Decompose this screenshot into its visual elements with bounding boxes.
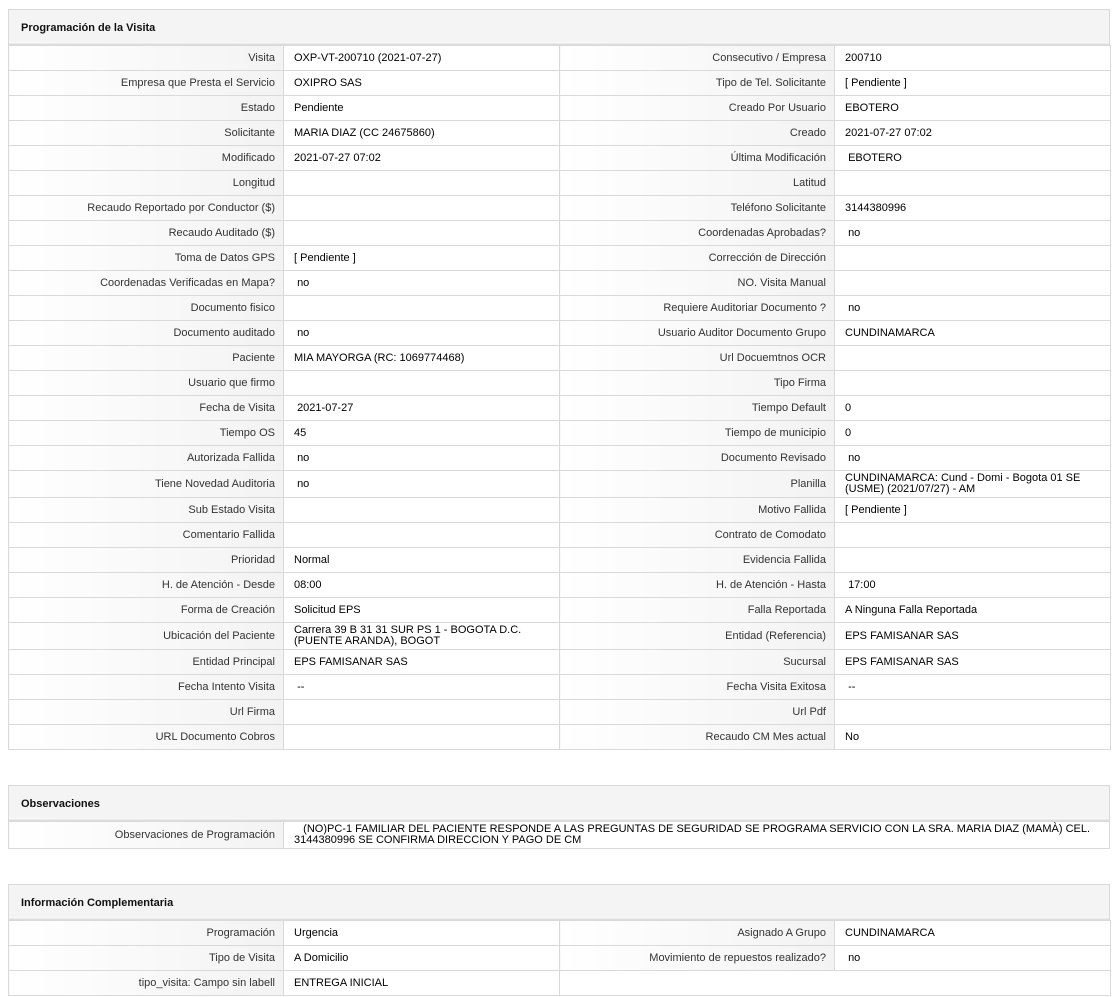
field-label: tipo_visita: Campo sin labell [9,971,284,996]
field-label: Modificado [9,146,284,171]
field-label: Creado Por Usuario [560,96,835,121]
field-label: Empresa que Presta el Servicio [9,71,284,96]
field-value [835,371,1111,396]
field-value [284,196,560,221]
field-label: Evidencia Fallida [560,548,835,573]
observaciones-value: (NO)PC-1 FAMILIAR DEL PACIENTE RESPONDE A LAS PREGUNTAS DE SEGURIDAD SE PROGRAMA SERVICIO CON LA SRA. MARIA DIAZ (MAMÀ) CEL. 3144380996 SE CONFIRMA DIRECCION Y PAGO DE CM [284,822,1110,849]
field-value: [ Pendiente ] [284,246,560,271]
field-value: no [284,321,560,346]
field-label: Corrección de Dirección [560,246,835,271]
field-value [284,523,560,548]
field-value: MARIA DIAZ (CC 24675860) [284,121,560,146]
field-value: no [284,446,560,471]
field-label: Última Modificación [560,146,835,171]
field-label: Requiere Auditoriar Documento ? [560,296,835,321]
field-label: Documento fisico [9,296,284,321]
field-label: Consecutivo / Empresa [560,46,835,71]
field-label: Toma de Datos GPS [9,246,284,271]
observaciones-title: Observaciones [21,798,100,810]
programacion-header [8,9,1110,45]
table-row [9,246,1111,271]
empty-cell [560,971,1111,996]
field-label: Tiempo OS [9,421,284,446]
table-row [9,675,1111,700]
field-value: 45 [284,421,560,446]
field-value: 17:00 [835,573,1111,598]
field-value: 2021-07-27 [284,396,560,421]
field-value [835,700,1111,725]
field-label: Planilla [560,471,835,498]
field-value [835,346,1111,371]
field-label: Coordenadas Verificadas en Mapa? [9,271,284,296]
programacion-section [8,9,1110,750]
field-value [284,171,560,196]
field-label: H. de Atención - Desde [9,573,284,598]
field-value: EBOTERO [835,96,1111,121]
field-value [835,523,1111,548]
field-value: A Ninguna Falla Reportada [835,598,1111,623]
observaciones-table [8,821,1110,849]
complementaria-table [8,920,1111,996]
table-row [9,271,1111,296]
table-row [9,346,1111,371]
field-value [284,498,560,523]
field-value: MIA MAYORGA (RC: 1069774468) [284,346,560,371]
table-row [9,573,1111,598]
field-value: Solicitud EPS [284,598,560,623]
table-row [9,725,1111,750]
field-value: no [835,946,1111,971]
table-row [9,371,1111,396]
table-row [9,471,1111,498]
field-value: no [284,271,560,296]
field-value: OXIPRO SAS [284,71,560,96]
field-label: Url Docuemtnos OCR [560,346,835,371]
field-value: EBOTERO [835,146,1111,171]
table-row [9,650,1111,675]
table-row [9,46,1111,71]
field-value: A Domicilio [284,946,560,971]
field-value: ENTREGA INICIAL [284,971,560,996]
field-label: Latitud [560,171,835,196]
field-label: Recaudo Auditado ($) [9,221,284,246]
table-row [9,196,1111,221]
table-row [9,822,1110,849]
field-value: 0 [835,396,1111,421]
field-label: Programación [9,921,284,946]
table-row [9,446,1111,471]
field-label: Url Pdf [560,700,835,725]
field-label: Prioridad [9,548,284,573]
table-row [9,296,1111,321]
field-label: Tiene Novedad Auditoria [9,471,284,498]
observaciones-label: Observaciones de Programación [9,822,284,849]
field-label: Entidad Principal [9,650,284,675]
field-value: CUNDINAMARCA [835,921,1111,946]
table-row [9,421,1111,446]
field-value: Urgencia [284,921,560,946]
field-value [284,700,560,725]
field-label: Comentario Fallida [9,523,284,548]
field-label: Fecha Visita Exitosa [560,675,835,700]
field-label: Entidad (Referencia) [560,623,835,650]
field-label: Creado [560,121,835,146]
field-value: 0 [835,421,1111,446]
field-value: 2021-07-27 07:02 [284,146,560,171]
field-value: 08:00 [284,573,560,598]
field-value: EPS FAMISANAR SAS [835,623,1111,650]
field-value: EPS FAMISANAR SAS [284,650,560,675]
field-label: Sucursal [560,650,835,675]
field-value: no [835,221,1111,246]
field-label: Usuario que firmo [9,371,284,396]
field-value [835,246,1111,271]
field-value: no [835,296,1111,321]
field-label: Fecha de Visita [9,396,284,421]
field-label: Tipo Firma [560,371,835,396]
field-value [835,548,1111,573]
field-label: Fecha Intento Visita [9,675,284,700]
table-row [9,171,1111,196]
field-label: Tipo de Visita [9,946,284,971]
field-value [284,371,560,396]
field-value: 200710 [835,46,1111,71]
observaciones-header [8,785,1110,821]
field-label: Documento Revisado [560,446,835,471]
table-row [9,523,1111,548]
table-row [9,598,1111,623]
complementaria-header [8,884,1110,920]
field-label: Teléfono Solicitante [560,196,835,221]
table-row [9,146,1111,171]
field-label: Recaudo CM Mes actual [560,725,835,750]
table-row [9,121,1111,146]
field-label: Url Firma [9,700,284,725]
table-row [9,396,1111,421]
table-row [9,96,1111,121]
table-row [9,71,1111,96]
field-value: OXP-VT-200710 (2021-07-27) [284,46,560,71]
table-row [9,498,1111,523]
field-label: Estado [9,96,284,121]
table-row [9,921,1111,946]
field-label: Visita [9,46,284,71]
field-label: Tiempo de municipio [560,421,835,446]
field-value: Carrera 39 B 31 31 SUR PS 1 - BOGOTA D.C. (PUENTE ARANDA), BOGOT [284,623,560,650]
field-value [284,725,560,750]
field-label: Usuario Auditor Documento Grupo [560,321,835,346]
table-row [9,700,1111,725]
field-label: Contrato de Comodato [560,523,835,548]
field-value: Pendiente [284,96,560,121]
field-label: Tiempo Default [560,396,835,421]
field-value [284,296,560,321]
field-value: EPS FAMISANAR SAS [835,650,1111,675]
programacion-title: Programación de la Visita [21,22,156,34]
field-label: Forma de Creación [9,598,284,623]
table-row [9,623,1111,650]
field-label: Falla Reportada [560,598,835,623]
field-label: Sub Estado Visita [9,498,284,523]
field-label: Solicitante [9,121,284,146]
field-label: H. de Atención - Hasta [560,573,835,598]
field-label: Ubicación del Paciente [9,623,284,650]
field-value: CUNDINAMARCA [835,321,1111,346]
field-value: -- [284,675,560,700]
field-label: Tipo de Tel. Solicitante [560,71,835,96]
observaciones-section [8,785,1110,849]
field-value: 3144380996 [835,196,1111,221]
field-label: NO. Visita Manual [560,271,835,296]
field-label: Motivo Fallida [560,498,835,523]
field-label: Autorizada Fallida [9,446,284,471]
field-label: Movimiento de repuestos realizado? [560,946,835,971]
complementaria-section [8,884,1110,996]
field-value: -- [835,675,1111,700]
field-value: no [284,471,560,498]
programacion-table [8,45,1111,750]
table-row [9,221,1111,246]
field-value: CUNDINAMARCA: Cund - Domi - Bogota 01 SE (USME) (2021/07/27) - AM [835,471,1111,498]
table-row [9,321,1111,346]
field-label: Recaudo Reportado por Conductor ($) [9,196,284,221]
field-value: No [835,725,1111,750]
field-value: 2021-07-27 07:02 [835,121,1111,146]
field-value: no [835,446,1111,471]
field-value: Normal [284,548,560,573]
field-value [835,171,1111,196]
field-label: URL Documento Cobros [9,725,284,750]
complementaria-title: Información Complementaria [21,897,174,909]
field-value [835,271,1111,296]
field-label: Paciente [9,346,284,371]
field-value: [ Pendiente ] [835,498,1111,523]
field-label: Longitud [9,171,284,196]
table-row [9,548,1111,573]
field-label: Documento auditado [9,321,284,346]
table-row [9,971,1111,996]
table-row [9,946,1111,971]
field-label: Asignado A Grupo [560,921,835,946]
field-value: [ Pendiente ] [835,71,1111,96]
field-value [284,221,560,246]
field-label: Coordenadas Aprobadas? [560,221,835,246]
